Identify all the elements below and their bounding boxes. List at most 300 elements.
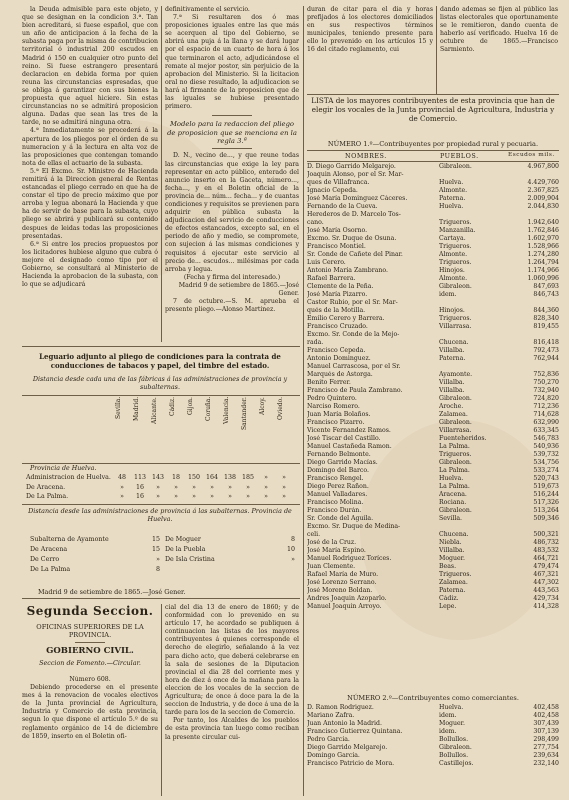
subalterna-row	[165, 546, 295, 555]
contributor-row	[307, 195, 559, 203]
contributor-row	[307, 179, 559, 187]
contributor-row	[307, 307, 559, 315]
contributor-row	[307, 712, 559, 720]
contributor-town: Fuenteheridos.	[439, 435, 487, 442]
contributor-amount: 762,944	[533, 355, 559, 362]
contributor-town: Villalba.	[439, 547, 465, 554]
contributor-row	[307, 595, 559, 603]
contributor-row	[307, 563, 559, 571]
contributor-name: Francisco Rengel.	[307, 475, 364, 482]
paragraph: 4.ª Inmediatamente se procederá á la apertura de los pliegos por el órden de su numeracion y á la lectura en alta voz de las proposiciones que contengan tomando nota de ellas el actuario de la subasta.	[22, 127, 158, 167]
distance-value: »	[210, 493, 214, 500]
contributor-amount: 307,439	[533, 720, 559, 727]
subalterna-row	[30, 556, 160, 565]
subalterna-distance: 10	[286, 546, 295, 553]
contributor-row	[307, 419, 559, 427]
contributor-row	[307, 163, 559, 171]
subalterna-distance: 15	[151, 536, 160, 543]
contributor-name: Fernando Belmonte.	[307, 451, 371, 458]
contributor-name: Francisco Durán.	[307, 507, 362, 514]
contributor-amount: 516,244	[533, 491, 559, 498]
contributor-amount: 1.602,970	[527, 235, 559, 242]
distance-value: »	[192, 483, 196, 491]
section-title: Segunda Seccion.	[26, 604, 154, 618]
contributor-row	[307, 403, 559, 411]
contributor-name: Francisco Cruzado.	[307, 323, 368, 330]
contributor-amount: 1.528,966	[527, 243, 559, 250]
contributor-town: La Palma.	[439, 467, 470, 474]
contributor-name: Ignacio Cepeda.	[307, 187, 358, 194]
contributor-town: Paterna.	[439, 355, 466, 362]
contributor-row	[307, 435, 559, 443]
contributor-row	[307, 283, 559, 291]
contributor-town: Bollullos.	[439, 736, 469, 743]
contributor-amount: 539,732	[533, 451, 559, 458]
contributor-row	[307, 251, 559, 259]
contributor-town: Gibraleon.	[439, 395, 472, 402]
contributor-row	[307, 315, 559, 323]
contributor-amount: 844,360	[533, 307, 559, 314]
factory-column-head: Oviedo.	[277, 397, 284, 421]
factory-column-head: Coruña.	[205, 397, 212, 422]
distance-value: »	[264, 493, 268, 500]
contributor-amount: 277,754	[533, 744, 559, 751]
contributor-row	[307, 363, 559, 371]
contributor-amount: 520,743	[533, 475, 559, 482]
contributor-amount: 1.060,996	[527, 275, 559, 282]
contributor-name: Rafael Barrera.	[307, 275, 356, 282]
contributor-name: Manuel Valladares.	[307, 491, 368, 498]
contributor-amount: 633,345	[533, 427, 559, 434]
contributor-amount: 1.942,640	[527, 219, 559, 226]
distance-value: »	[174, 483, 178, 491]
contributor-row	[307, 752, 559, 760]
contributor-amount: 414,328	[533, 603, 559, 610]
short-rule	[75, 642, 105, 643]
contributor-row	[307, 347, 559, 355]
contributor-name: Juan María Bolaños.	[307, 411, 371, 418]
contributor-name: Narciso Romero.	[307, 403, 360, 410]
contributor-amount: 712,236	[533, 403, 559, 410]
subalterna-row	[30, 546, 160, 555]
contributor-town: Bollullos.	[439, 752, 469, 759]
factory-column-head: Alcoy.	[259, 397, 266, 415]
contributor-amount: 750,270	[533, 379, 559, 386]
row-label: De La Palma.	[26, 493, 69, 500]
contributor-town: Paterna.	[439, 587, 466, 594]
factory-column-head: Sevilla.	[115, 397, 122, 420]
factory-column-head: Santander.	[241, 397, 248, 430]
leguario-title: Leguario adjunto al pliego de condiciones para la contrata de conducciones de tabacos y papel, del timbre del estado.	[39, 352, 281, 370]
contributor-town: Trigueros.	[439, 259, 472, 266]
contributor-amount: 540,936	[533, 443, 559, 450]
contributor-town: Aracena.	[439, 491, 467, 498]
contributor-town: Trigueros.	[439, 243, 472, 250]
lista-heading: LISTA de los mayores contribuyentes de esta provincia que han de elegir los vocales de la Junta provincial de Agricultura, Industria y de Comercio.	[311, 96, 555, 123]
contributor-name: Manuel Carrascosa, por el Sr.	[307, 363, 401, 370]
contributor-amount: 483,532	[533, 547, 559, 554]
contributor-amount: 509,346	[533, 515, 559, 522]
contributor-town: Trigueros.	[439, 315, 472, 322]
contributor-row	[307, 219, 559, 227]
contributor-name: Luis Cerero.	[307, 259, 346, 266]
distance-value: 18	[171, 474, 180, 481]
contributor-name: D. Ramon Rodriguez.	[307, 704, 374, 711]
contributor-town: Almonte.	[439, 251, 468, 258]
table-rule	[307, 161, 559, 162]
contributor-name: celi.	[307, 531, 321, 538]
contributor-name: Francisco de Paula Zambrano.	[307, 387, 403, 394]
contributor-row	[307, 467, 559, 475]
contributor-row	[307, 491, 559, 499]
contributor-name: Diego Garrido Macías.	[307, 459, 378, 466]
contributor-row	[307, 323, 559, 331]
contributor-town: Gibraleon.	[439, 283, 472, 290]
contributor-name: Francisco Cepeda.	[307, 347, 366, 354]
modelo-title: Modelo para la redaccion del pliego de proposicion que se menciona en la regla 3.ª	[167, 120, 297, 146]
contributor-name: Francisco Patricio de Mora.	[307, 760, 395, 767]
contributor-amount: 486,732	[533, 539, 559, 546]
col-header-escudos: Escudos mils.	[508, 152, 555, 158]
distance-value: 16	[135, 483, 144, 491]
contributor-town: Hinojos.	[439, 267, 465, 274]
contributor-amount: 4.429,760	[527, 179, 559, 186]
paragraph: la Deuda admisible para este objeto, y que se designan en la condicion 3.ª. Tan bien acreditará, si fuese español, que con un año de anticipacion á la fecha de la subasta paga por la misma de contribucion territorial ó industrial 200 escudos en Madrid ó 150 en cualquier otro punto del reino. Si fuese estrangero presentará declaracion en debida forma por quien reuna las circunstancias espresadas, que se obliga á garantizar con sus bienes la propuesta que aquel hiciere. Sin estas circunstancias no se admitirá proposicion alguna. Dadas que sean las tres de la tarde, no se admitirá ninguna otra.	[22, 6, 158, 127]
distance-row	[26, 484, 300, 493]
paragraph: Por tanto, los Alcaldes de los pueblos de esta provincia tan luego como reciban la presente circular cui-	[165, 717, 299, 741]
factory-column-head: Valencia.	[223, 397, 230, 425]
contributor-name: Marqués de Astorga.	[307, 371, 373, 378]
circular-middle-column	[165, 604, 299, 796]
contributor-name: Mariano Zafra.	[307, 712, 355, 719]
contributor-amount: 479,474	[533, 563, 559, 570]
short-rule	[212, 148, 252, 149]
contributor-name: Vicente Fernandez Ramos.	[307, 427, 391, 434]
section-rule	[22, 598, 300, 599]
contributor-row	[307, 267, 559, 275]
contributor-row	[307, 475, 559, 483]
contributor-row	[307, 571, 559, 579]
contributor-town: Huelva.	[439, 475, 464, 482]
subalterna-distance: 8	[290, 536, 295, 543]
contributor-town: Almonte.	[439, 275, 468, 282]
contributor-town: Moguer.	[439, 555, 465, 562]
contributor-town: Niebla.	[439, 539, 462, 546]
contributor-amount: 752,836	[533, 371, 559, 378]
contributor-name: José Lorenzo Serrano.	[307, 579, 377, 586]
contributor-name: José Tiscar del Castillo.	[307, 435, 381, 442]
contributor-name: cano.	[307, 219, 324, 226]
table-rule	[22, 504, 300, 505]
contributor-name: José María Osorno.	[307, 227, 368, 234]
contributor-town: Gibraleon.	[439, 507, 472, 514]
contributor-amount: 732,940	[533, 387, 559, 394]
contributor-town: Ayamonte.	[439, 371, 473, 378]
distance-value: 138	[223, 474, 237, 481]
col-header-pueblos: PUEBLOS.	[440, 152, 479, 160]
distance-value: 16	[135, 493, 144, 500]
row-label: De Aracena.	[26, 483, 66, 491]
contributor-row	[307, 515, 559, 523]
contributor-town: Trigueros.	[439, 451, 472, 458]
contributor-name: Manuel Castañeda Ramon.	[307, 443, 392, 450]
distance-value: »	[264, 474, 268, 481]
contributor-row	[307, 507, 559, 515]
contributor-row	[307, 227, 559, 235]
contributor-row	[307, 299, 559, 307]
contributor-row	[307, 443, 559, 451]
gobierno-heading: GOBIERNO CIVIL.	[46, 646, 134, 656]
contributor-amount: 828,340	[533, 315, 559, 322]
paragraph: 7.ª Si resultaren dos ó mas proposiciones iguales entre las que más se acerquen al tipo del Gobierno, se abrirá una puja á la llana y se dará lugar por el espacio de un cuarto de hora á los que terminaron el acto, adjudicándose el remate al mejor postor, sin perjuicio de la aprobacion del Ministerio. Si la licitacion oral no diese resultado, la adjudicacion se hará al firmante de la proposicion que de las iguales se hubiese presentado primero.	[165, 14, 299, 111]
leguario-province-label: Provincia de Huelva.	[30, 465, 97, 472]
contributor-name: Francisco Gutierrez Quintana.	[307, 728, 403, 735]
contributor-amount: 429,734	[533, 595, 559, 602]
factory-column-head: Alicante.	[151, 397, 158, 424]
contributor-row	[307, 235, 559, 243]
contributor-town: Aroche.	[439, 403, 464, 410]
contributor-row	[307, 411, 559, 419]
leguario-subtitle: Distancia desde cada una de las fábricas á las administraciones de provincia y subalternas.	[32, 375, 288, 391]
contributor-name: Fernando de la Cueva.	[307, 203, 378, 210]
contributor-name: Pedro Quintero.	[307, 395, 357, 402]
subalterna-row	[165, 556, 295, 565]
paragraph: 5.ª El Excmo. Sr. Ministro de Hacienda remitirá á la Direccion general de Rentas estancadas el pliego cerrado en que ha de constar el tipo de precio máximo que por arroba y legua abonará la Hacienda y que ha de servir de base para la subasta, cuyo pliego se abrirá y publicará su contenido despues de leidas todas las proposiciones presentadas.	[22, 167, 158, 240]
short-rule	[212, 115, 252, 116]
contributor-amount: 402,458	[533, 704, 559, 711]
contributor-town: Rociana.	[439, 499, 467, 506]
contributor-town: La Palma.	[439, 483, 470, 490]
contributor-name: Domingo García.	[307, 752, 360, 759]
contributor-name: Emilio Cerero y Barrera.	[307, 315, 385, 322]
contributor-name: Manuel Joaquin Arroyo.	[307, 603, 382, 610]
distance-value: »	[264, 483, 268, 491]
contributor-row	[307, 547, 559, 555]
conditions-continued-column	[165, 6, 299, 342]
column-rule	[436, 6, 437, 94]
leguario-column-heads	[115, 397, 300, 463]
contributor-town: Villalba.	[439, 379, 465, 386]
contributor-name: Pedro García.	[307, 736, 350, 743]
contributor-amount: 724,820	[533, 395, 559, 402]
contributor-row	[307, 291, 559, 299]
modelo-body: D. N., vecino de..., y que reune todas las circunstancias que exige la ley para representar en acto público, enterado del anuncio inserto en la Gaceta, número..., fecha..., y en el Boletin oficial de la provincia de... núm... fecha... y de cuantas condiciones y requisitos se previenen para adquirir en pública subasta la adjudicacion del servicio de conducciones de efectos estancados, excepto sal, en el periodo de año y medio, se compromete, con sujecion á las mismas condiciones y requisitos á ejecutar este servicio al precio de... escudos... milésimas por cada arroba y legua.	[165, 152, 299, 273]
distance-value: »	[228, 483, 232, 491]
col-header-nombres: NOMBRES.	[345, 152, 387, 160]
distance-value: »	[210, 483, 214, 491]
contributor-town: Gibraleon.	[439, 459, 472, 466]
contributor-row	[307, 259, 559, 267]
paragraph: 6.ª Si entre los precios propuestos por los licitadores hubiese alguno que cubra ó mejore el designado como tipo por el Gobierno, se consultará al Ministerio de Hacienda la aprobacion de la subasta, con lo que se adjudicará	[22, 240, 158, 289]
contributor-name: rada.	[307, 339, 324, 346]
distance-value: 185	[241, 474, 255, 481]
contributor-row	[307, 395, 559, 403]
contributor-name: Rafael María de Muro.	[307, 571, 379, 578]
subalterna-name: De Moguer	[165, 536, 201, 543]
seccion-heading: Seccion de Fomento.—Circular.	[39, 659, 141, 667]
modelo-lugar: Madrid 9 de setiembre de 1865.—José Gener.	[178, 281, 299, 298]
paragraph: Debiendo procederse en el presente mes á la renovacion de vocales electivos de la Junta provincial de Agricultura, Industria y Comercio de esta provincia, segun lo que dispone el artículo 5.º de su reglamento orgánico de 14 de diciembre de 1859, inserto en el Boletin ofi-	[22, 684, 158, 740]
contributor-amount: 632,990	[533, 419, 559, 426]
contributor-name: Francisco Molina.	[307, 499, 364, 506]
contributor-amount: 307,139	[533, 728, 559, 735]
contributor-amount: 467,321	[533, 571, 559, 578]
contributor-town: Villarrasa.	[439, 323, 472, 330]
contributor-row	[307, 451, 559, 459]
subalterna-distance: 8	[155, 566, 160, 573]
contributor-amount: 1.264,794	[527, 259, 559, 266]
contributor-row	[307, 331, 559, 339]
distance-value: »	[246, 493, 250, 500]
contributor-row	[307, 720, 559, 728]
contributor-town: Huelva.	[439, 704, 464, 711]
contributor-row	[307, 355, 559, 363]
contributor-name: Sr. Conde del Águila.	[307, 515, 374, 522]
contributor-row	[307, 427, 559, 435]
contributor-town: Hinojos.	[439, 307, 465, 314]
contributor-name: Francisco Montiel.	[307, 243, 366, 250]
contributor-amount: 500,321	[533, 531, 559, 538]
contributor-name: Excmo. Sr. Duque de Medina-	[307, 523, 401, 530]
contributor-name: Diego Garrido Melgarejo.	[307, 744, 388, 751]
contributor-row	[307, 744, 559, 752]
distance-value: 150	[187, 474, 201, 481]
contributor-amount: 2.367,825	[527, 187, 559, 194]
contributor-name: D. Diego Garrido Melgarejo.	[307, 163, 396, 170]
contributor-name: José María Pizarro.	[307, 291, 368, 298]
contributor-amount: 513,264	[533, 507, 559, 514]
contributor-amount: 546,783	[533, 435, 559, 442]
distance-value: 113	[133, 474, 147, 481]
contributor-amount: 2.009,904	[527, 195, 559, 202]
contributor-row	[307, 704, 559, 712]
contributor-row	[307, 531, 559, 539]
contributor-row	[307, 387, 559, 395]
contributor-row	[307, 171, 559, 179]
factory-column-head: Madrid.	[133, 397, 140, 422]
subalternas-title: Distancia desde las administraciones de provincia á las subalternas. Provincia de Huelva.	[28, 507, 292, 523]
contributor-row	[307, 379, 559, 387]
contributor-amount: 819,455	[533, 323, 559, 330]
distance-value: 48	[117, 474, 126, 481]
contributor-amount: 1.174,966	[527, 267, 559, 274]
contributor-row	[307, 539, 559, 547]
contributor-name: Manuel Rodriguez Toríces.	[307, 555, 392, 562]
contributor-town: Gibraleon.	[439, 163, 472, 170]
segunda-seccion-header	[22, 604, 158, 669]
contributor-town: Gibraleon.	[439, 744, 472, 751]
contributor-amount: 847,693	[533, 283, 559, 290]
paragraph: cial del dia 13 de enero de 1860; y de conformidad con lo prevenido en su artículo 17, he acordado se publiquen á continuacion las listas de los mayores contribuyentes á quienes corresponde el derecho de elegirlo, señalando á la vez para dicho acto, que deberá celebrarse en la sala de sesiones de la Diputacion provincial el dia 28 del corriente mes y hora de diez á once de la mañana para la eleccion de los vocales de la seccion de Agricultura; de once á doce para la de la seccion de Industria, y de doce á una de la tarde para los de la seccion de Comercio.	[165, 604, 299, 717]
contributor-town: Sevilla.	[439, 515, 462, 522]
table-rule	[22, 395, 300, 396]
contributor-name: Benito Ferrer.	[307, 379, 351, 386]
contributor-town: Gibraleon.	[439, 419, 472, 426]
contributor-row	[307, 483, 559, 491]
contributor-row	[307, 243, 559, 251]
contributor-name: José María Dominguez Cáceres.	[307, 195, 408, 202]
distance-value: »	[156, 493, 160, 500]
contributor-town: Cádiz.	[439, 595, 459, 602]
paragraph: definitivamente el servicio.	[165, 6, 250, 13]
contributor-name: Juan Clemente.	[307, 563, 356, 570]
contributor-row	[307, 760, 559, 768]
contributor-town: La Palma.	[439, 443, 470, 450]
contributors-list-rural	[307, 163, 559, 611]
distance-value: 164	[205, 474, 219, 481]
contributor-row	[307, 211, 559, 219]
distance-value: »	[192, 493, 196, 500]
contributor-amount: 714,628	[533, 411, 559, 418]
subalterna-name: De Isla Cristina	[165, 556, 215, 563]
numero2-heading: NÚMERO 2.º—Contribuyentes como comerciantes.	[347, 694, 519, 702]
distance-value: 143	[151, 474, 165, 481]
contributor-name: Sr. Conde de Cañete del Pinar.	[307, 251, 403, 258]
contributor-row	[307, 203, 559, 211]
subalterna-distance: »	[156, 556, 160, 563]
contributor-amount: 816,418	[533, 339, 559, 346]
contributor-name: José María Espino.	[307, 547, 366, 554]
contributor-amount: 1.762,846	[527, 227, 559, 234]
contributor-row	[307, 499, 559, 507]
contributor-amount: 517,326	[533, 499, 559, 506]
contributor-town: Trigueros.	[439, 571, 472, 578]
contributor-name: Joaquin Alonso, por el Sr. Mar-	[307, 171, 404, 178]
contributor-town: idem.	[439, 712, 457, 719]
section-rule	[22, 346, 300, 347]
distance-value: »	[282, 493, 286, 500]
contributor-town: Huelva.	[439, 179, 464, 186]
distance-value: »	[282, 474, 286, 481]
contributor-row	[307, 587, 559, 595]
column-rule	[161, 6, 162, 342]
contributor-name: qués de la Motilla.	[307, 307, 366, 314]
column-rule	[161, 604, 162, 796]
column-rule	[303, 6, 304, 796]
factory-column-head: Gijon.	[187, 397, 194, 415]
contributor-town: Moguer.	[439, 720, 465, 727]
contributor-amount: 534,756	[533, 459, 559, 466]
numero1-heading: NÚMERO 1.º—Contribuyentes por propiedad rural y pecuaria.	[327, 140, 539, 148]
subalterna-name: De Cerro	[30, 556, 60, 563]
numero-label: Número 608.	[69, 676, 111, 683]
contributor-name: Andres Joaquin Azoparlo.	[307, 595, 387, 602]
distance-value: »	[246, 483, 250, 491]
contributor-town: Villalba.	[439, 387, 465, 394]
contributor-amount: 2.044,830	[527, 203, 559, 210]
contributor-name: Clemente de la Peña.	[307, 283, 374, 290]
contributor-town: idem.	[439, 728, 457, 735]
contributor-town: Chucena.	[439, 339, 469, 346]
contributor-name: Antonio Dominguez.	[307, 355, 371, 362]
contributor-amount: 402,458	[533, 712, 559, 719]
modelo-fecha: (Fecha y firma del interesado.)	[183, 273, 281, 281]
contributor-town: Paterna.	[439, 195, 466, 202]
contributor-name: Excmo. Sr. Duque de Osuna.	[307, 235, 397, 242]
contributor-row	[307, 187, 559, 195]
subalterna-name: De La Palma	[30, 566, 71, 573]
distance-value: »	[174, 493, 178, 500]
contributor-row	[307, 371, 559, 379]
contributor-amount: 298,499	[533, 736, 559, 743]
contributor-name: José de la Cruz.	[307, 539, 357, 546]
conditions-column	[22, 6, 158, 342]
subalterna-distance: 15	[151, 546, 160, 553]
contributor-row	[307, 339, 559, 347]
contributor-name: ques de Villafranca.	[307, 179, 370, 186]
contributor-town: Trigueros.	[439, 219, 472, 226]
distance-value: »	[120, 493, 124, 500]
